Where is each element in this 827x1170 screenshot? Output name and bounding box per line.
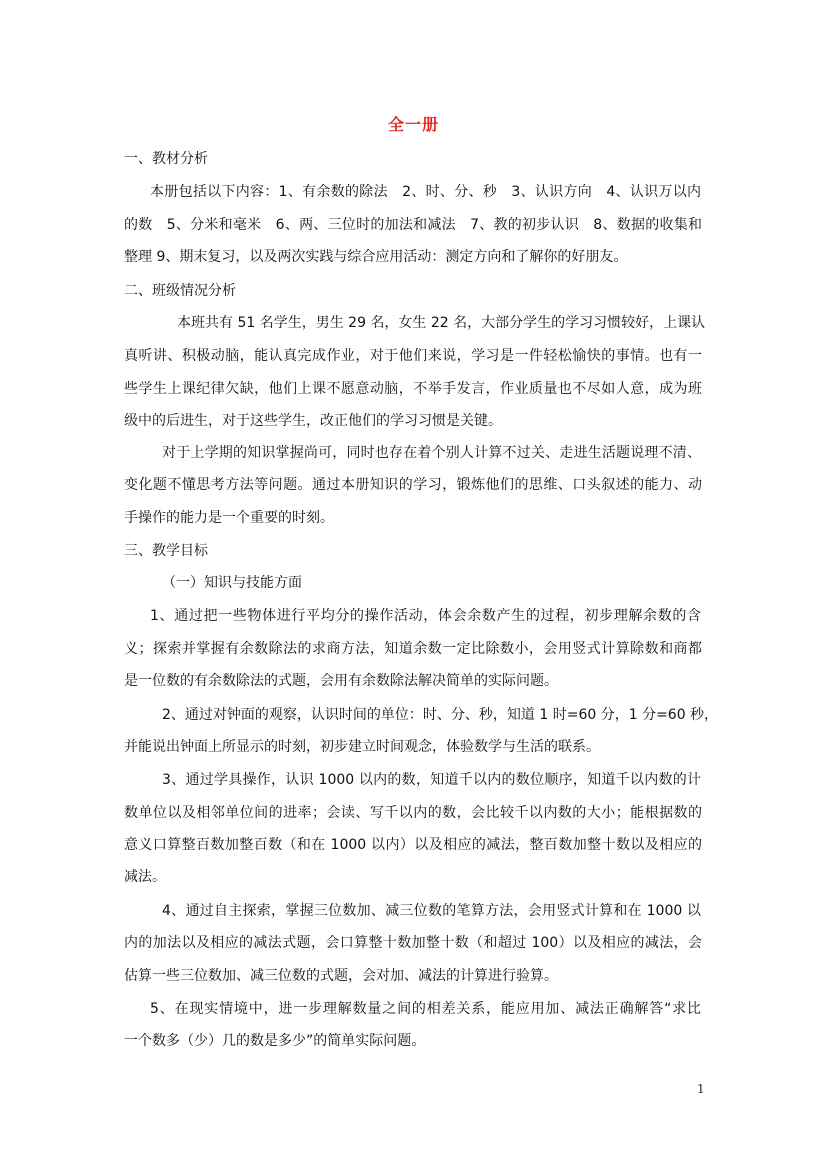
paragraph-line: 并能说出钟面上所显示的时刻，初步建立时间观念，体验数学与生活的联系。 xyxy=(124,739,600,755)
paragraph-line: 4、通过自主探索，掌握三位数加、减三位数的笔算方法，会用竖式计算和在 1000 以 xyxy=(162,903,701,919)
paragraph-line: 本册包括以下内容：1、有余数的除法 2、时、分、秒 3、认识方向 4、认识万以内 xyxy=(150,184,701,200)
section-heading-class: 二、班级情况分析 xyxy=(124,283,236,299)
paragraph-line: 减法。 xyxy=(124,869,166,885)
paragraph-line: 2、通过对钟面的观察，认识时间的单位：时、分、秒，知道 1 时=60 分，1 分=60 秒， xyxy=(162,707,719,723)
paragraph-line: 内的加法以及相应的减法式题，会口算整十数加整十数（和超过 100）以及相应的减法，会 xyxy=(124,935,702,951)
paragraph-line: 1、通过把一些物体进行平均分的操作活动，体会余数产生的过程，初步理解余数的含 xyxy=(150,608,701,624)
paragraph-line: 对于上学期的知识掌握尚可，同时也存在着个别人计算不过关、走进生活题说理不清、 xyxy=(162,445,701,461)
paragraph-line: 3、通过学具操作，认识 1000 以内的数，知道千以内的数位顺序，知道千以内数的计 xyxy=(162,772,701,788)
paragraph-line: 手操作的能力是一个重要的时刻。 xyxy=(124,510,334,526)
subsection-heading-knowledge: （一）知识与技能方面 xyxy=(162,575,302,591)
paragraph-line: 一个数多（少）几的数是多少”的简单实际问题。 xyxy=(124,1033,426,1049)
page-number: 1 xyxy=(697,1082,705,1096)
paragraph-line: 是一位数的有余数除法的式题，会用有余数除法解决简单的实际问题。 xyxy=(124,673,558,689)
paragraph-line: 些学生上课纪律欠缺，他们上课不愿意动脑，不举手发言，作业质量也不尽如人意，成为班 xyxy=(124,381,702,397)
paragraph-line: 数单位以及相邻单位间的进率；会读、写千以内的数，会比较千以内数的大小；能根据数的 xyxy=(124,805,702,821)
section-heading-objectives: 三、教学目标 xyxy=(124,543,208,559)
paragraph-line: 估算一些三位数加、减三位数的式题，会对加、减法的计算进行验算。 xyxy=(124,968,558,984)
paragraph-line: 5、在现实情境中，进一步理解数量之间的相差关系，能应用加、减法正确解答“求比 xyxy=(150,1001,701,1017)
paragraph-line: 义；探索并掌握有余数除法的求商方法，知道余数一定比除数小，会用竖式计算除数和商都 xyxy=(124,641,702,657)
paragraph-line: 变化题不懂思考方法等问题。通过本册知识的学习，锻炼他们的思维、口头叙述的能力、动 xyxy=(124,477,702,493)
paragraph-line: 级中的后进生，对于这些学生，改正他们的学习习惯是关键。 xyxy=(124,413,502,429)
section-heading-materials: 一、教材分析 xyxy=(124,151,208,167)
document-title: 全一册 xyxy=(387,115,439,134)
paragraph-line: 真听讲、积极动脑，能认真完成作业，对于他们来说，学习是一件轻松愉快的事情。也有一 xyxy=(124,348,702,364)
paragraph-line: 本班共有 51 名学生，男生 29 名，女生 22 名，大部分学生的学习习惯较好，上课认 xyxy=(177,315,706,331)
paragraph-line: 整理 9、期末复习，以及两次实践与综合应用活动：测定方向和了解你的好朋友。 xyxy=(124,249,628,265)
paragraph-line: 意义口算整百数加整百数（和在 1000 以内）以及相应的减法，整百数加整十数以及相应的 xyxy=(124,837,702,853)
paragraph-line: 的数 5、分米和毫米 6、两、三位时的加法和减法 7、教的初步认识 8、数据的收集和 xyxy=(124,217,702,233)
